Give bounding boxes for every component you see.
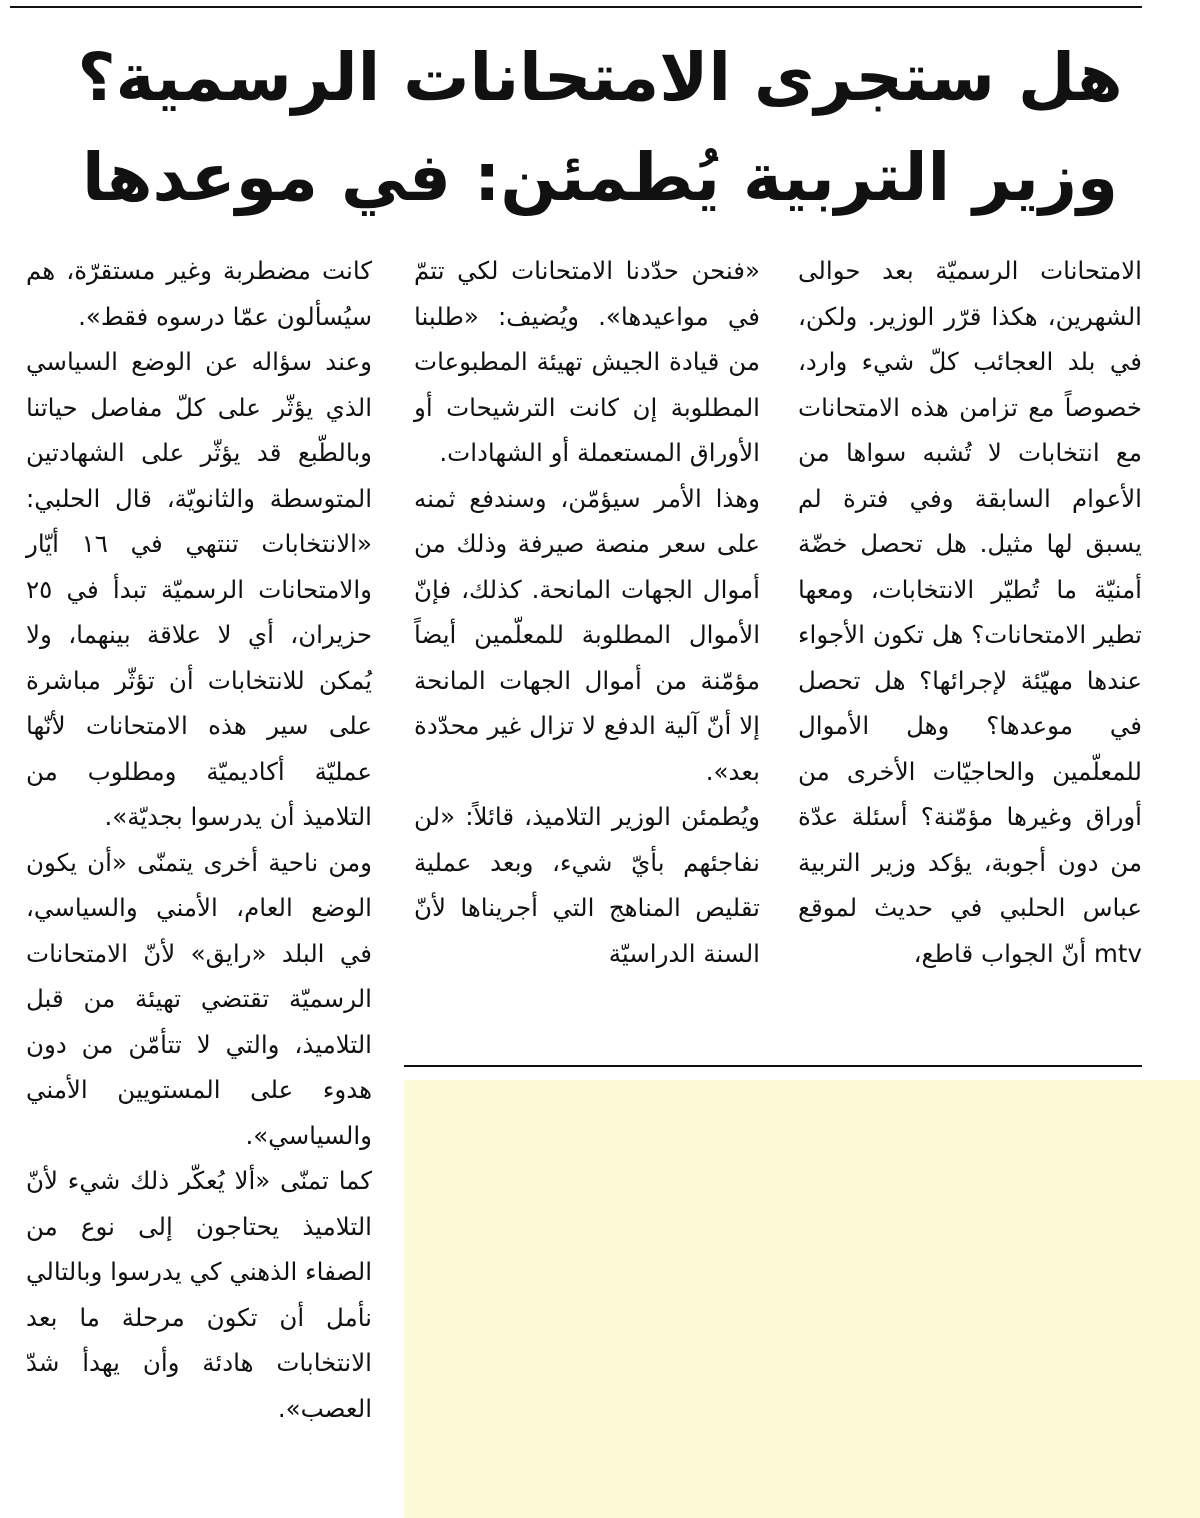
paragraph: كما تمنّى «ألا يُعكّر ذلك شيء لأنّ التلاميذ يحتاجون إلى نوع من الصفاء الذهني كي يدرسوا وبالتالي نأمل أن تكون مرحلة ما بعد الانتخابات هادئة وأن يهدأ شدّ العصب». [26, 1166, 372, 1423]
paragraph: الامتحانات الرسميّة بعد حوالى الشهرين، هكذا قرّر الوزير. ولكن، في بلد العجائب كلّ شيء وارد، خصوصاً مع تزامن هذه الامتحانات مع انتخابات لا تُشبه سواها من الأعوام السابقة وفي فترة لم يسبق لها مثيل. هل تحصل خضّة أمنيّة ما تُطيّر الانتخابات، ومعها تطير الامتحانات؟ هل تكون الأجواء عندها مهيّئة لإجرائها؟ هل تحصل في موعدها؟ وهل الأموال للمعلّمين والحاجيّات الأخرى من أوراق وغيرها مؤمّنة؟ أسئلة عدّة من دون أجوبة، يؤكد وزير التربية عباس الحلبي في حديث لموقع mtv أنّ الجواب قاطع، [798, 256, 1142, 968]
article-column-middle [414, 248, 760, 976]
article-column-right [798, 248, 1142, 976]
top-rule [10, 6, 1142, 8]
paragraph: ومن ناحية أخرى يتمنّى «أن يكون الوضع العام، الأمني والسياسي، في البلد «رايق» لأنّ الامتحانات الرسميّة تقتضي تهيئة من قبل التلاميذ، والتي لا تتأمّن من دون هدوء على المستويين الأمني والسياسي». [26, 847, 372, 1150]
paragraph: وهذا الأمر سيؤمّن، وسندفع ثمنه على سعر منصة صيرفة وذلك من أموال الجهات المانحة. كذلك، فإنّ الأموال المطلوبة للمعلّمين أيضاً مؤمّنة من أموال الجهات المانحة إلا أنّ آلية الدفع لا تزال غير محدّدة بعد». [414, 483, 760, 786]
paragraph: وعند سؤاله عن الوضع السياسي الذي يؤثّر على كلّ مفاصل حياتنا وبالطّبع قد يؤثّر على الشهادتين المتوسطة والثانويّة، قال الحلبي: «الانتخابات تنتهي في ١٦ أيّار والامتحانات الرسميّة تبدأ في ٢٥ حزيران، أي لا علاقة بينهما، ولا يُمكن للانتخابات أن تؤثّر مباشرة على سير هذه الامتحانات لأنّها عمليّة أكاديميّة ومطلوب من التلاميذ أن يدرسوا بجديّة». [26, 347, 372, 831]
paragraph: كانت مضطربة وغير مستقرّة، هم سيُسألون عمّا درسوه فقط». [26, 256, 372, 331]
headline-line-2: وزير التربية يُطمئن: في موعدها [82, 139, 1118, 216]
paragraph: ويُطمئن الوزير التلاميذ، قائلاً: «لن نفاجئهم بأيّ شيء، وبعد عملية تقليص المناهج التي أجريناها لأنّ السنة الدراسيّة [414, 802, 760, 968]
headline-line-1: هل ستجرى الامتحانات الرسمية؟ [77, 39, 1123, 116]
column-end-rule [404, 1065, 1142, 1067]
headline [30, 28, 1170, 228]
blank-panel [404, 1080, 1200, 1518]
article-column-left [26, 248, 372, 1431]
paragraph: «فنحن حدّدنا الامتحانات لكي تتمّ في مواعيدها». ويُضيف: «طلبنا من قيادة الجيش تهيئة المطبوعات المطلوبة إن كانت الترشيحات أو الأوراق المستعملة أو الشهادات. [414, 256, 760, 467]
